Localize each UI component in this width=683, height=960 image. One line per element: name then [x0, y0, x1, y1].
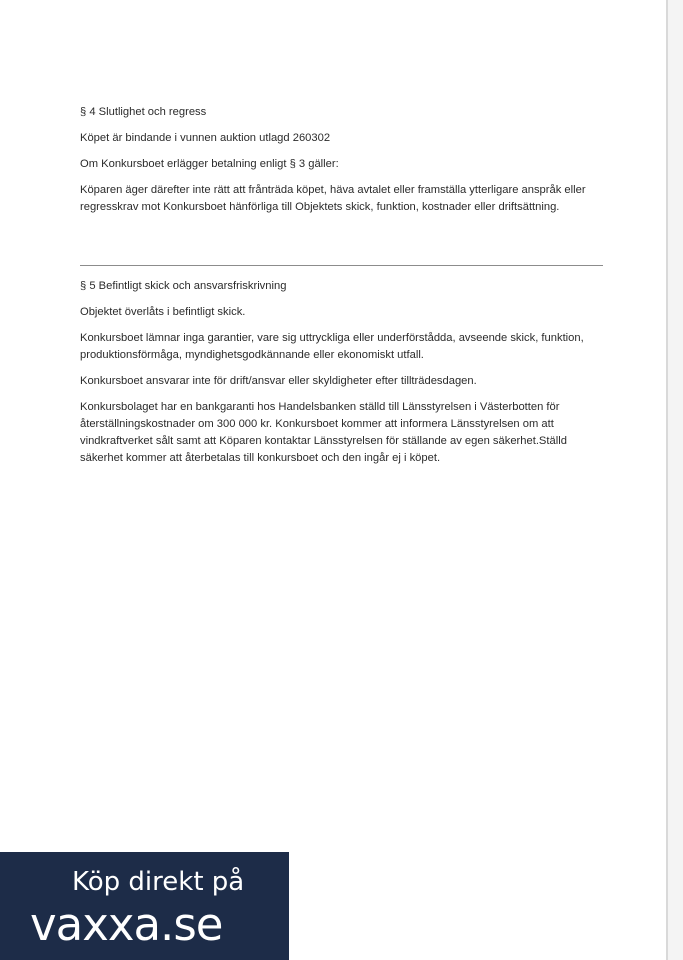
- banner-tagline: Köp direkt på: [72, 867, 245, 897]
- section-4-paragraph-2: Om Konkursboet erlägger betalning enligt § 3 gäller:: [80, 158, 339, 170]
- section-4-paragraph-1: Köpet är bindande i vunnen auktion utlagd 260302: [80, 132, 331, 144]
- banner-logo-text: vaxxa.se: [30, 898, 223, 951]
- section-5-heading: § 5 Befintligt skick och ansvarsfriskrivning: [80, 280, 287, 292]
- section-5-paragraph-3: Konkursboet ansvarar inte för drift/ansvar eller skyldigheter efter tillträdesdagen.: [80, 375, 477, 387]
- section-5-paragraph-2: Konkursboet lämnar inga garantier, vare sig uttryckliga eller underförstådda, avseende skick, funktion, produktionsförmåga, myndighetsgodkännande eller ekonomiskt utfall.: [80, 332, 584, 361]
- section-4-heading: § 4 Slutlighet och regress: [80, 106, 207, 118]
- section-5-paragraph-4: Konkursbolaget har en bankgaranti hos Handelsbanken ställd till Länsstyrelsen i Västerbotten för återställningskostnader om 300 000 kr. Konkursboet kommer att informera Länsstyrelsen om att vindkraftverket sålt samt att Köparen kontaktar Länsstyrelsen för ställande av egen säkerhet.Ställd säkerhet kommer att återbetalas till konkursboet och den ingår ej i köpet.: [80, 401, 567, 464]
- section-5: [80, 278, 610, 476]
- section-4-paragraph-3: Köparen äger därefter inte rätt att frånträda köpet, häva avtalet eller framställa ytterligare anspråk eller regresskrav mot Konkursboet hänförliga till Objektets skick, funktion, kostnader eller driftsättning.: [80, 184, 586, 213]
- page-gutter: [668, 0, 683, 960]
- section-divider: [80, 265, 603, 266]
- vaxxa-promo-banner[interactable]: [0, 852, 289, 960]
- section-4: [80, 104, 610, 225]
- section-5-paragraph-1: Objektet överlåts i befintligt skick.: [80, 306, 246, 318]
